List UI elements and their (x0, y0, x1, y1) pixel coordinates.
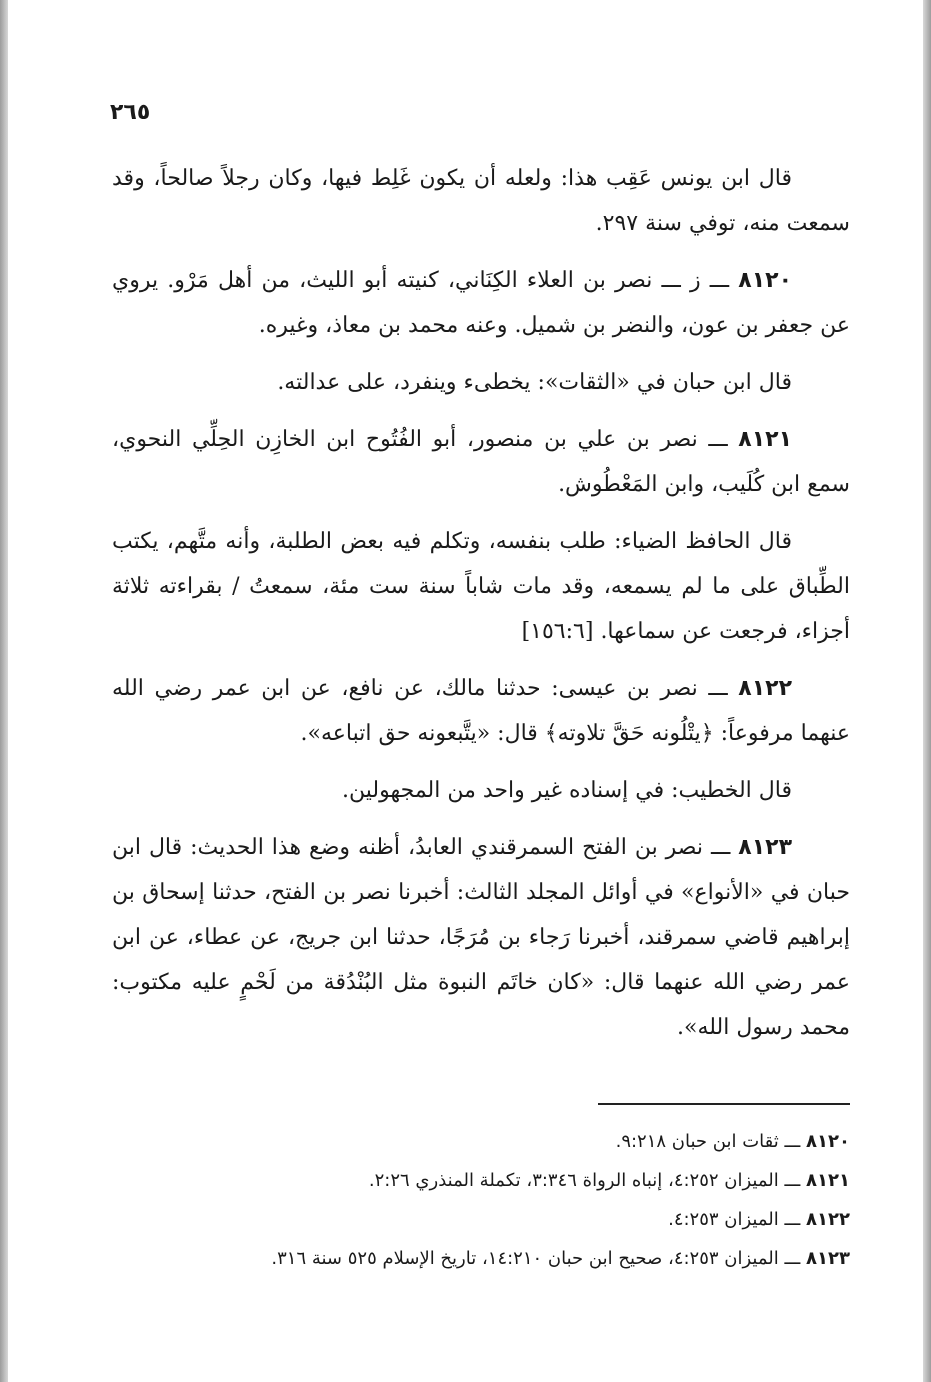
page-edge-right (923, 0, 931, 1382)
footnote-text: ـــ الميزان ٤:٢٥٣، صحيح ابن حبان ١٤:٢١٠، تاريخ الإسلام ٥٢٥ سنة ٣١٦. (271, 1248, 801, 1269)
footnote-number: ٨١٢٢ (806, 1209, 850, 1230)
footnote-number: ٨١٢١ (806, 1170, 850, 1191)
paragraph-quote (112, 360, 850, 405)
entry-number: ٨١٢٣ (738, 835, 792, 860)
paragraph-text: ـــ نصر بن عيسى: حدثنا مالك، عن نافع، عن ابن عمر رضي الله عنهما مرفوعاً: ﴿يتْلُونه حَقَّ تلاوته﴾ قال: «يتَّبعونه حق اتباعه». (112, 676, 850, 746)
footnote-text: ـــ الميزان ٤:٢٥٢، إنباه الرواة ٣:٣٤٦، تكملة المنذري ٢:٢٦. (368, 1170, 801, 1191)
page-number: ٢٦٥ (110, 100, 151, 125)
paragraph-text: ـــ نصر بن علي بن منصور، أبو الفُتُوح ابن الخازِن الحِلِّي النحوي، سمع ابن كُلَيب، وابن المَعْطُوش. (112, 427, 850, 497)
volume-page-reference: [١٥٦:٦] (521, 619, 594, 644)
footnote-text: ـــ الميزان ٤:٢٥٣. (668, 1209, 801, 1230)
footnote (112, 1122, 850, 1161)
entry-number: ٨١٢٢ (738, 676, 793, 701)
footnotes (112, 1122, 850, 1278)
paragraph-text: قال الخطيب: في إسناده غير واحد من المجهولين. (342, 778, 792, 803)
paragraph-text: ـــ نصر بن الفتح السمرقندي العابدُ، أظنه وضع هذا الحديث: قال ابن حبان في «الأنواع» في أوائل المجلد الثالث: أخبرنا نصر بن الفتح، حدثنا إسحاق بن إبراهيم قاضي سمرقند، أخبرنا رَجاء بن مُرَجًا، حدثنا ابن جريج، عن عطاء، عن ابن عمر رضي الله عنهما قال: «كان خاتَم النبوة مثل البُنْدُقة من لَحْمٍ عليه مكتوب: محمد رسول الله». (112, 835, 850, 1040)
footnote (112, 1239, 850, 1278)
paragraph-entry (112, 825, 850, 1050)
entry-number: ٨١٢١ (738, 427, 792, 452)
paragraph-quote (112, 768, 850, 813)
footnote-divider (598, 1103, 850, 1105)
footnote-text: ـــ ثقات ابن حبان ٩:٢١٨. (615, 1131, 801, 1152)
paragraph-entry (112, 417, 850, 507)
paragraph-entry (112, 258, 850, 348)
main-text (112, 156, 850, 1062)
footnote-number: ٨١٢٣ (806, 1248, 850, 1269)
footnote (112, 1200, 850, 1239)
paragraph-quote (112, 156, 850, 246)
footnote (112, 1161, 850, 1200)
paragraph-quote (112, 519, 850, 654)
paragraph-text: قال ابن يونس عَقِب هذا: ولعله أن يكون غَلِط فيها، وكان رجلاً صالحاً، وقد سمعت منه، توفي سنة ٢٩٧. (112, 166, 850, 236)
paragraph-text: قال ابن حبان في «الثقات»: يخطىء وينفرد، على عدالته. (277, 370, 792, 395)
paragraph-text: ـــ ز ـــ نصر بن العلاء الكِنَاني، كنيته أبو الليث، من أهل مَرْو. يروي عن جعفر بن عون، والنضر بن شميل. وعنه محمد بن معاذ، وغيره. (112, 268, 850, 338)
footnote-number: ٨١٢٠ (806, 1131, 850, 1152)
paragraph-entry (112, 666, 850, 756)
entry-number: ٨١٢٠ (738, 268, 792, 293)
paragraph-text: قال الحافظ الضياء: طلب بنفسه، وتكلم فيه بعض الطلبة، وأنه متَّهم، يكتب الطِّباق على ما لم يسمعه، وقد مات شاباً سنة ست مئة، سمعتُ / بقراءته ثلاثة أجزاء، فرجعت عن سماعها. (112, 529, 850, 644)
page-edge-left (0, 0, 8, 1382)
